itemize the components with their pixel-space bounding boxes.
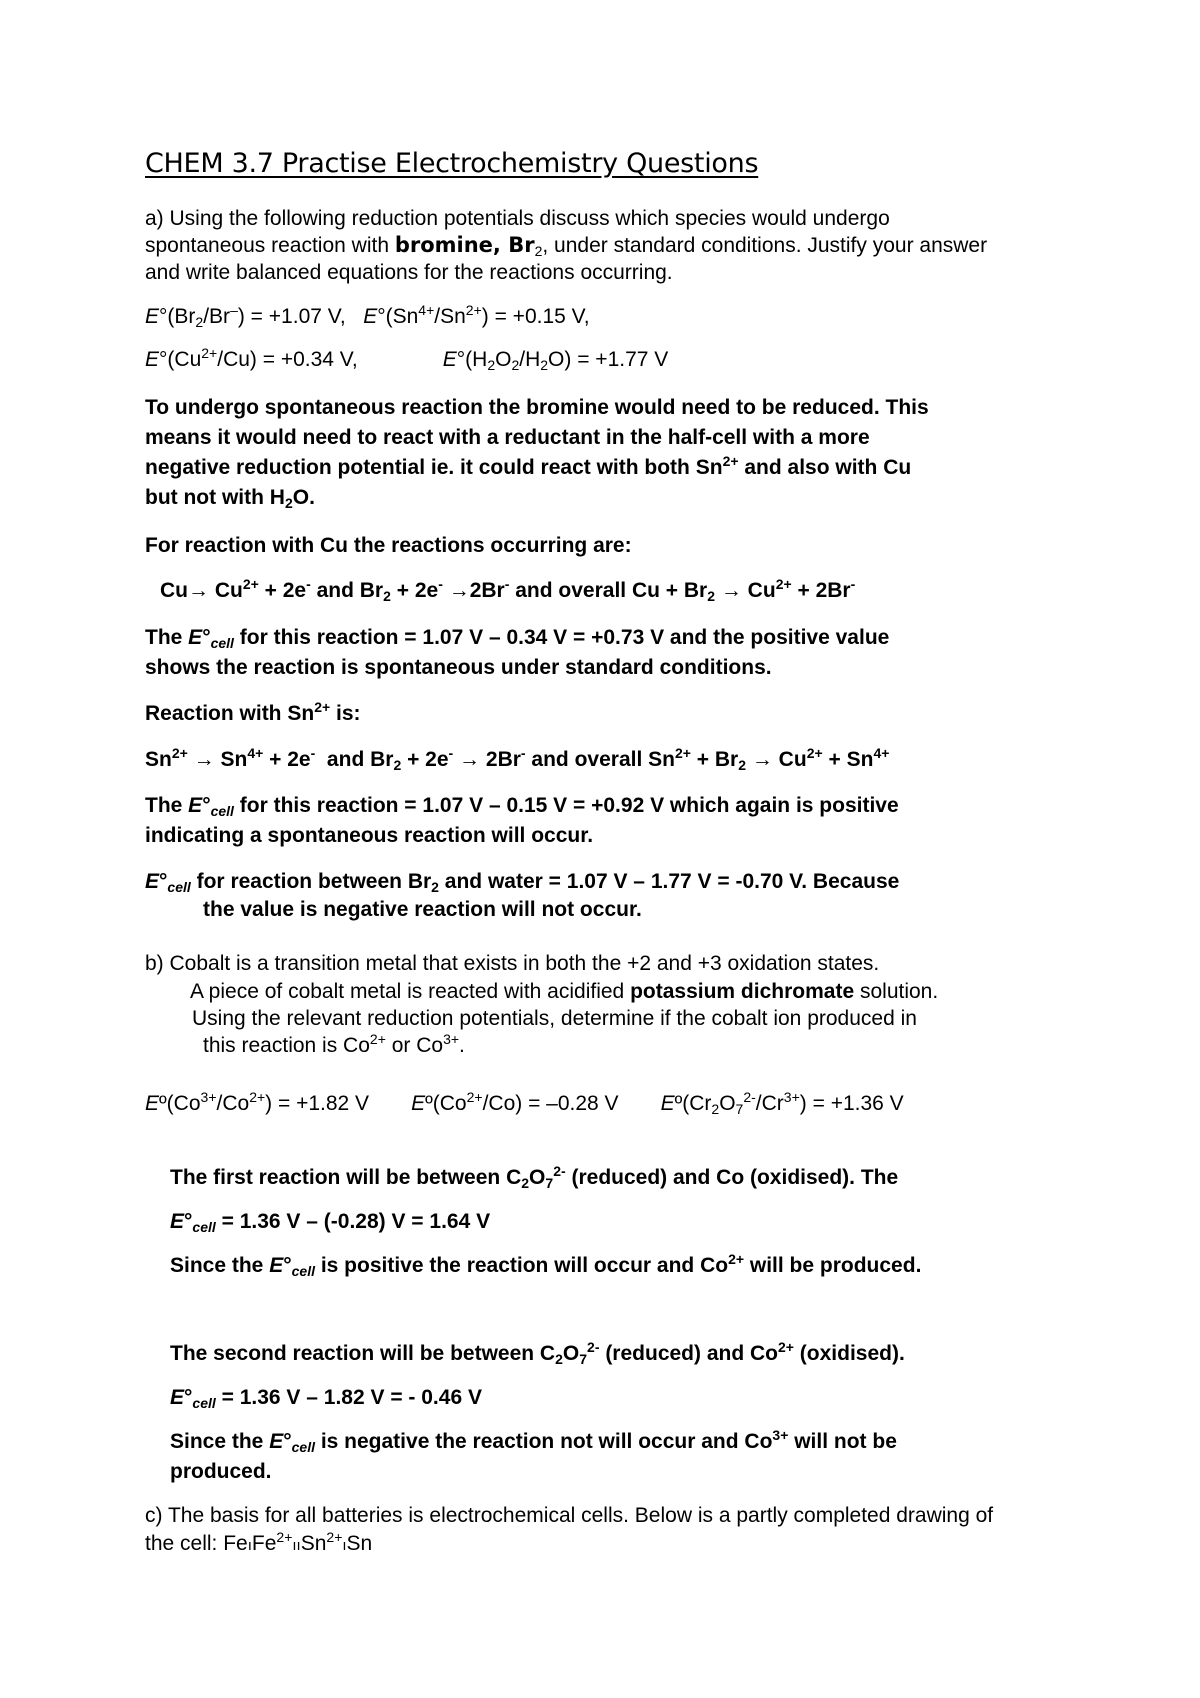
question-a-line-1: a) Using the following reduction potentials discuss which species would undergo: [145, 207, 890, 230]
question-a-line-3: and write balanced equations for the reactions occurring.: [145, 261, 673, 284]
sn-heading: Reaction with $Sn^{2+}$ is:: [145, 699, 361, 725]
first-ecell-line: E°cell = 1.36 V – (-0.28) V = 1.64 V: [170, 1210, 491, 1235]
answer-a-line-1: To undergo spontaneous reaction the bromine would need to be reduced. This: [145, 396, 929, 419]
second-ecell-line: E°cell = 1.36 V – 1.82 V = - 0.46 V: [170, 1386, 482, 1411]
question-c-line-2: the cell: FeıFe$^{2+}$ııSn$^{2+}$ıSn: [145, 1529, 373, 1555]
second-reaction-line: The second reaction will be between $C_2O_7^{2-}$ (reduced) and $Co^{2+}$ (oxidised).: [170, 1339, 905, 1367]
question-b-line-1: b) Cobalt is a transition metal that exists in both the +2 and +3 oxidation states.: [145, 952, 880, 975]
sn-equation: $Sn^{2+} \to Sn^{4+} + 2e^-$ and $Br_2 + 2e^- \to 2Br^-$ and overall $Sn^{2+} + Br_2 \to Cu^{2+} + Sn^{4+}$: [145, 745, 890, 773]
question-b-line-4: this reaction is $Co^{2+}$ or $Co^{3+}$.: [203, 1031, 465, 1057]
cu-equation: $Cu\to Cu^{2+} + 2e^-$ and $Br_2 + 2e^- \to 2Br^-$ and overall $Cu + Br_2 \to Cu^{2+} + 2Br^-$: [160, 576, 856, 604]
answer-a-line-3: negative reduction potential ie. it could react with both $Sn^{2+}$ and also with Cu: [145, 453, 912, 479]
water-line-1: E°cell for reaction between $Br_2$ and water = 1.07 V – 1.77 V = -0.70 V. Because: [145, 870, 900, 895]
cobalt-potentials: $Eº(Co^{3+}/Co^{2+}) = +1.82$ V $Eº(Co^{2+}/Co) = -0.28$ V $Eº(Cr_2O_7^{2-}/Cr^{3+}) = +1.36$ V: [145, 1089, 904, 1117]
potentials-line-1: $E^\circ(Br_2/Br^-) = +1.07$ V, $E^\circ(Sn^{4+}/Sn^{2+}) = +0.15$ V,: [145, 302, 590, 330]
second-since-line-1: Since the E°cell is negative the reaction not will occur and $Co^{3+}$ will not be: [170, 1427, 897, 1455]
second-since-line-2: produced.: [170, 1460, 272, 1483]
cu-heading: For reaction with Cu the reactions occurring are:: [145, 534, 632, 557]
answer-a-line-4: but not with $H_2O$.: [145, 486, 315, 511]
question-b-line-3: Using the relevant reduction potentials, determine if the cobalt ion produced in: [192, 1007, 917, 1030]
first-reaction-line: The first reaction will be between $C_2O_7^{2-}$ (reduced) and Co (oxidised). The: [170, 1163, 899, 1191]
cu-ecell-line-1: The E°cell for this reaction = 1.07 V – 0.34 V = +0.73 V and the positive value: [145, 626, 890, 651]
question-b-line-2: A piece of cobalt metal is reacted with acidified potassium dichromate solution.: [190, 980, 939, 1003]
first-since-line: Since the E°cell is positive the reaction will occur and $Co^{2+}$ will be produced.: [170, 1251, 922, 1279]
sn-ecell-line-1: The E°cell for this reaction = 1.07 V – 0.15 V = +0.92 V which again is positive: [145, 794, 899, 819]
page-title: CHEM 3.7 Practise Electrochemistry Questions: [145, 148, 759, 179]
question-c-line-1: c) The basis for all batteries is electrochemical cells. Below is a partly completed drawing of: [145, 1504, 994, 1527]
sn-ecell-line-2: indicating a spontaneous reaction will occur.: [145, 824, 594, 847]
water-line-2: the value is negative reaction will not occur.: [203, 898, 642, 921]
potentials-line-2: $E^\circ(Cu^{2+}/Cu) = +0.34$ V, $E^\circ(H_2O_2/H_2O) = +1.77$ V: [145, 345, 669, 373]
question-a-line-2: spontaneous reaction with bromine, $Br_2$, under standard conditions. Justify your answer: [145, 233, 988, 259]
answer-a-line-2: means it would need to react with a reductant in the half-cell with a more: [145, 426, 870, 449]
cu-ecell-line-2: shows the reaction is spontaneous under standard conditions.: [145, 656, 772, 679]
